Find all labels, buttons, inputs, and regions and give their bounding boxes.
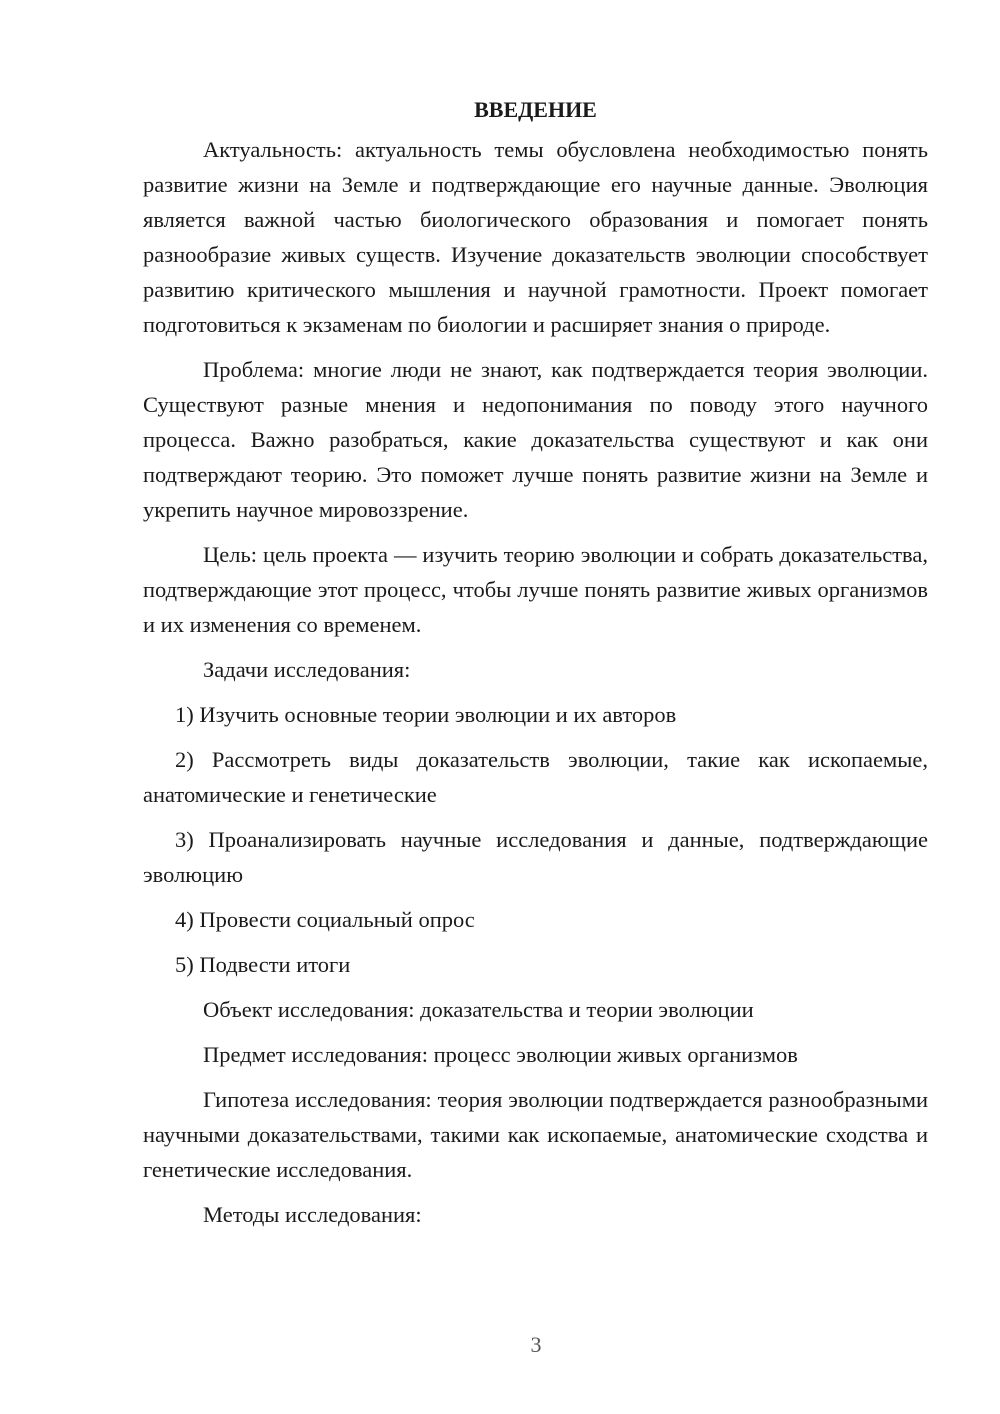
research-object: Объект исследования: доказательства и теории эволюции	[203, 997, 754, 1022]
task-item-5: 5) Подвести итоги	[175, 952, 351, 977]
relevance-paragraph: Актуальность: актуальность темы обусловлена необходимостью понять развитие жизни на Земле и подтверждающие его научные данные. Эволюция является важной частью биологического образования и помогает понять разнообразие живых существ. Изучение доказательств эволюции способствует развитию критического мышления и научной грамотности. Проект помогает подготовиться к экзаменам по биологии и расширяет знания о природе.	[143, 137, 928, 337]
research-subject: Предмет исследования: процесс эволюции живых организмов	[203, 1042, 798, 1067]
page-title: ВВЕДЕНИЕ	[474, 97, 597, 122]
task-item-1: 1) Изучить основные теории эволюции и их авторов	[175, 702, 677, 727]
page-footer	[0, 1332, 1000, 1358]
research-hypothesis: Гипотеза исследования: теория эволюции подтверждается разнообразными научными доказательствами, такими как ископаемые, анатомические сходства и генетические исследования.	[143, 1087, 928, 1182]
task-item-2: 2) Рассмотреть виды доказательств эволюции, такие как ископаемые, анатомические и генетические	[143, 747, 928, 807]
tasks-title: Задачи исследования:	[203, 657, 411, 682]
page-content	[143, 94, 928, 1242]
goal-paragraph: Цель: цель проекта — изучить теорию эволюции и собрать доказательства, подтверждающие этот процесс, чтобы лучше понять развитие живых организмов и их изменения со временем.	[143, 542, 928, 637]
task-item-4: 4) Провести социальный опрос	[175, 907, 475, 932]
task-item-3: 3) Проанализировать научные исследования и данные, подтверждающие эволюцию	[143, 827, 928, 887]
research-methods: Методы исследования:	[203, 1202, 422, 1227]
problem-paragraph: Проблема: многие люди не знают, как подтверждается теория эволюции. Существуют разные мнения и недопонимания по поводу этого научного процесса. Важно разобраться, какие доказательства существуют и как они подтверждают теорию. Это поможет лучше понять развитие жизни на Земле и укрепить научное мировоззрение.	[143, 357, 928, 522]
page-number: 3	[530, 1332, 542, 1357]
